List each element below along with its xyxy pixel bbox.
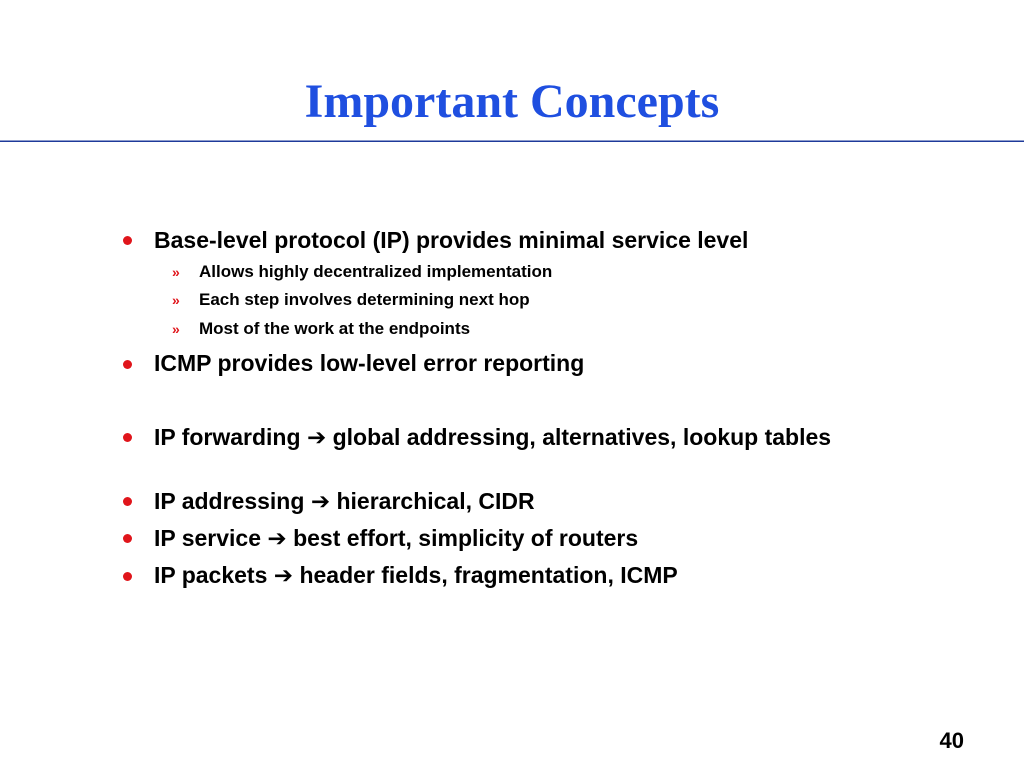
slide-title: Important Concepts [304,75,720,128]
bullet-tail: global addressing, alternatives, lookup tables [332,424,832,450]
bullet-dot [123,236,132,245]
bullet-dot [123,360,132,369]
bullet-item: ICMP provides low-level error reporting [154,350,585,376]
page-number: 40 [939,728,964,753]
bullet-tail: header fields, fragmentation, ICMP [299,562,678,588]
bullet-head: IP packets [154,562,268,588]
bullet-dot [123,572,132,581]
bullet-item [154,525,854,553]
bullet-item [154,488,854,516]
bullet-dot [123,534,132,543]
right-arrow-icon: ➔ [310,489,331,515]
bullet-item: Base-level protocol (IP) provides minimal service level [154,227,749,253]
right-arrow-icon: ➔ [306,425,327,451]
right-arrow-icon: ➔ [273,563,294,589]
bullet-item [154,424,854,452]
bullet-item [154,562,854,590]
sub-bullet-marker: » [172,292,180,308]
bullet-tail: best effort, simplicity of routers [293,525,639,551]
bullet-head: IP service [154,525,262,551]
sub-bullet-marker: » [172,264,180,280]
bullet-dot [123,433,132,442]
bullet-head: IP addressing [154,488,305,514]
sub-bullet-item: Allows highly decentralized implementation [199,262,553,281]
bullet-dot [123,497,132,506]
sub-bullet-item: Most of the work at the endpoints [199,319,471,338]
right-arrow-icon: ➔ [267,526,287,552]
sub-bullet-item: Each step involves determining next hop [199,290,530,309]
sub-bullet-marker: » [172,321,180,337]
bullet-head: IP forwarding [154,424,301,450]
bullet-tail: hierarchical, CIDR [336,488,535,514]
